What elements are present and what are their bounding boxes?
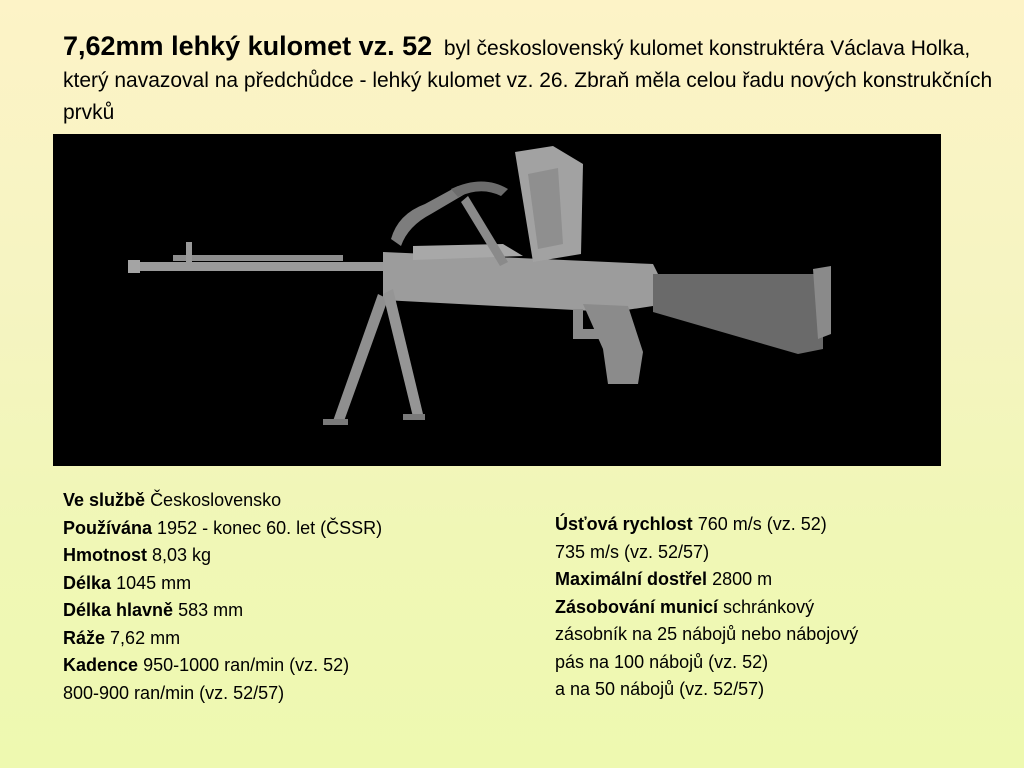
spec-value: 760 m/s (vz. 52) — [697, 514, 827, 534]
spec-value: 2800 m — [712, 569, 773, 589]
title-text-2: konstruktéra Václava Holka, který navazoval na předchůdce - lehký kulomet vz. 26. Zbraň měla celou řadu nových konstrukčních prvků — [63, 37, 993, 124]
spec-row: zásobník na 25 nábojů nebo nábojový — [555, 624, 859, 644]
spec-value: 1952 - konec 60. let (ČSSR) — [157, 517, 383, 538]
spec-key: Délka hlavně — [63, 600, 174, 620]
spec-row — [555, 511, 975, 539]
spec-row — [63, 652, 503, 680]
spec-row — [63, 570, 503, 598]
specs-left — [63, 487, 503, 707]
spec-row: 735 m/s (vz. 52/57) — [555, 541, 710, 562]
spec-row-extra: 800-900 ran/min (vz. 52/57) — [63, 682, 285, 703]
spec-key: Hmotnost — [63, 545, 147, 565]
spec-key: Používána — [63, 517, 153, 538]
spec-value: 8,03 kg — [152, 545, 212, 565]
spec-value: schránkový — [723, 596, 815, 617]
spec-key: Úsťová rychlost — [555, 514, 693, 534]
specs-right — [555, 511, 975, 704]
spec-key: Zásobování municí — [555, 596, 719, 617]
spec-row: a na 50 nábojů (vz. 52/57) — [555, 679, 765, 699]
spec-key: Ráže — [63, 627, 106, 648]
spec-row — [63, 597, 503, 625]
slide-title — [63, 30, 993, 129]
spec-row: pás na 100 nábojů (vz. 52) — [555, 651, 769, 672]
spec-value: Československo — [150, 490, 282, 510]
spec-value: 583 mm — [178, 600, 244, 620]
title-text-1: byl československý kulomet — [443, 37, 703, 60]
spec-value: 950-1000 ran/min (vz. 52) — [143, 655, 350, 675]
spec-key: Délka — [63, 572, 112, 593]
title-heading: 7,62mm lehký kulomet vz. 52 — [63, 31, 433, 61]
spec-row — [63, 515, 503, 543]
spec-key: Maximální dostřel — [555, 569, 708, 589]
spec-key: Kadence — [63, 655, 139, 675]
spec-row — [555, 594, 975, 622]
spec-row — [63, 487, 503, 515]
spec-row — [63, 625, 503, 653]
spec-row — [63, 542, 503, 570]
spec-value: 7,62 mm — [110, 627, 181, 648]
spec-key: Ve službě — [63, 490, 146, 510]
spec-row — [555, 566, 975, 594]
machine-gun-image — [53, 134, 941, 466]
spec-value: 1045 mm — [116, 572, 192, 593]
machine-gun-photo — [53, 134, 941, 466]
